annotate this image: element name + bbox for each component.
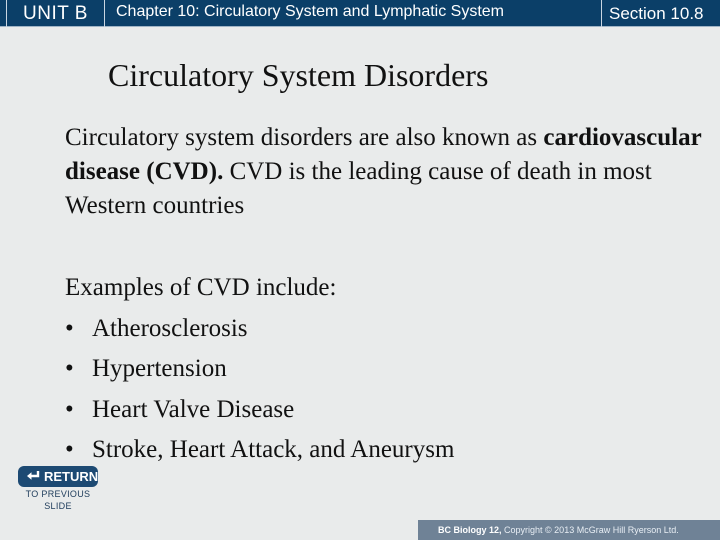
bullet-icon: • bbox=[65, 355, 74, 382]
list-item-text: Atherosclerosis bbox=[92, 314, 248, 342]
list-item bbox=[65, 309, 705, 350]
bullet-icon: • bbox=[65, 436, 74, 463]
intro-text-suffix: CVD is the leading cause of death in most Western countries bbox=[65, 158, 652, 219]
header-bar bbox=[0, 0, 720, 27]
return-arrow-icon bbox=[26, 466, 40, 487]
examples-list bbox=[65, 309, 705, 471]
list-item bbox=[65, 349, 705, 390]
return-button[interactable] bbox=[18, 466, 98, 487]
footer-copyright-text: Copyright © 2013 McGraw Hill Ryerson Ltd. bbox=[504, 525, 679, 535]
intro-text: Circulatory system disorders are also known as bbox=[65, 124, 538, 151]
chapter-title: Chapter 10: Circulatory System and Lymphatic System bbox=[116, 3, 505, 20]
list-item bbox=[65, 430, 705, 471]
return-caption-line1: TO PREVIOUS bbox=[25, 489, 91, 499]
return-caption-line2: SLIDE bbox=[44, 501, 72, 511]
return-button-label: RETURN bbox=[44, 469, 99, 484]
unit-label: UNIT B bbox=[6, 0, 105, 27]
slide-title: Circulatory System Disorders bbox=[108, 57, 489, 93]
bullet-icon: • bbox=[65, 395, 74, 423]
section-label: Section 10.8 bbox=[601, 0, 720, 27]
examples-heading: Examples of CVD include: bbox=[65, 274, 337, 301]
footer-book-title: BC Biology 12, bbox=[438, 525, 502, 535]
intro-paragraph bbox=[65, 121, 705, 223]
list-item-text: Heart Valve Disease bbox=[92, 395, 295, 423]
list-item bbox=[65, 390, 705, 431]
return-caption bbox=[18, 488, 98, 512]
list-item-text: Stroke, Heart Attack, and Aneurysm bbox=[92, 436, 455, 463]
examples-block bbox=[65, 268, 705, 471]
bullet-icon: • bbox=[65, 314, 74, 342]
list-item-text: Hypertension bbox=[92, 355, 227, 382]
intro-bold-term: cardiovascular disease (CVD). bbox=[65, 124, 702, 185]
footer-copyright bbox=[418, 520, 720, 540]
